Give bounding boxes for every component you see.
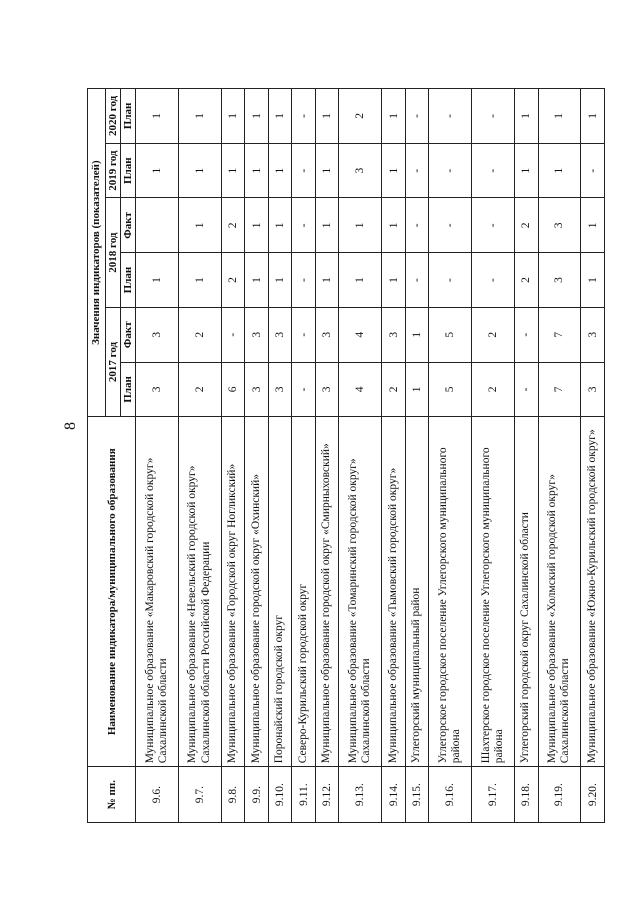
row-value: 3 xyxy=(315,307,339,362)
row-value: - xyxy=(292,362,316,417)
row-value: - xyxy=(472,89,515,144)
row-value xyxy=(136,198,179,253)
row-value: - xyxy=(514,307,538,362)
row-value: 2 xyxy=(179,362,222,417)
row-value: 1 xyxy=(315,198,339,253)
row-value: 1 xyxy=(179,253,222,308)
row-value: - xyxy=(292,307,316,362)
table-row xyxy=(538,89,581,823)
row-value: 6 xyxy=(221,362,245,417)
row-value: 1 xyxy=(268,89,292,144)
row-value: 1 xyxy=(221,89,245,144)
row-number: 9.9. xyxy=(245,767,269,823)
row-value: 1 xyxy=(136,89,179,144)
row-value: 3 xyxy=(136,307,179,362)
row-value: 2 xyxy=(472,307,515,362)
row-value: 1 xyxy=(245,89,269,144)
header-plan: План xyxy=(121,89,136,144)
row-value: 3 xyxy=(339,143,382,198)
row-value: - xyxy=(292,253,316,308)
row-value: - xyxy=(292,89,316,144)
row-number: 9.15. xyxy=(405,767,429,823)
row-value: 1 xyxy=(315,143,339,198)
row-name: Углегорский городской округ Сахалинской области xyxy=(514,417,538,767)
row-value: 1 xyxy=(538,143,581,198)
row-value: 3 xyxy=(538,198,581,253)
row-number: 9.18. xyxy=(514,767,538,823)
row-value: - xyxy=(292,198,316,253)
row-value: 3 xyxy=(245,362,269,417)
row-name: Муниципальное образование «Макаровский городской округ» Сахалинской области xyxy=(136,417,179,767)
indicators-table xyxy=(87,88,605,823)
table-row xyxy=(136,89,179,823)
row-value: 2 xyxy=(472,362,515,417)
table-row xyxy=(245,89,269,823)
row-value: 3 xyxy=(245,307,269,362)
row-value: 1 xyxy=(268,253,292,308)
row-value: - xyxy=(581,143,605,198)
row-value: 3 xyxy=(382,307,406,362)
table-row xyxy=(292,89,316,823)
row-value: 3 xyxy=(581,307,605,362)
row-value: 1 xyxy=(382,143,406,198)
row-value: 1 xyxy=(382,198,406,253)
row-value: 1 xyxy=(268,198,292,253)
row-name: Углегорский муниципальный район xyxy=(405,417,429,767)
table-row xyxy=(581,89,605,823)
row-value: 1 xyxy=(514,89,538,144)
row-number: 9.17. xyxy=(472,767,515,823)
header-plan: План xyxy=(121,362,136,417)
row-value: - xyxy=(429,89,472,144)
row-value: 5 xyxy=(429,362,472,417)
header-values-group: Значения индикаторов (показателей) xyxy=(88,89,106,417)
row-number: 9.11. xyxy=(292,767,316,823)
header-plan: План xyxy=(121,143,136,198)
row-name: Муниципальное образование «Городской округ Ногликский» xyxy=(221,417,245,767)
row-name: Муниципальное образование «Холмский городской округ» Сахалинской области xyxy=(538,417,581,767)
row-value: - xyxy=(514,362,538,417)
row-value: 2 xyxy=(179,307,222,362)
row-value: 5 xyxy=(429,307,472,362)
row-value: - xyxy=(405,198,429,253)
header-year-2018: 2018 год xyxy=(106,198,121,307)
row-value: 1 xyxy=(315,89,339,144)
row-value: 4 xyxy=(339,307,382,362)
row-value: 7 xyxy=(538,362,581,417)
row-number: 9.6. xyxy=(136,767,179,823)
row-value: 2 xyxy=(382,362,406,417)
row-value: 1 xyxy=(405,307,429,362)
table-row xyxy=(514,89,538,823)
row-number: 9.16. xyxy=(429,767,472,823)
row-value: 3 xyxy=(581,362,605,417)
row-number: 9.19. xyxy=(538,767,581,823)
row-name: Поронайский городской округ xyxy=(268,417,292,767)
row-value: - xyxy=(429,143,472,198)
row-value: - xyxy=(472,253,515,308)
row-name: Углегорское городское поселение Углегорского муниципального района xyxy=(429,417,472,767)
row-value: 2 xyxy=(221,198,245,253)
table-row xyxy=(315,89,339,823)
row-value: 7 xyxy=(538,307,581,362)
row-value: - xyxy=(472,143,515,198)
header-fact: Факт xyxy=(121,307,136,362)
row-value: 1 xyxy=(179,198,222,253)
page-number: 8 xyxy=(62,422,79,430)
row-value: 1 xyxy=(245,198,269,253)
table-row xyxy=(429,89,472,823)
row-value: 1 xyxy=(245,143,269,198)
row-value: 1 xyxy=(382,253,406,308)
row-number: 9.7. xyxy=(179,767,222,823)
row-number: 9.12. xyxy=(315,767,339,823)
row-value: - xyxy=(429,198,472,253)
table-row xyxy=(405,89,429,823)
row-value: 1 xyxy=(179,143,222,198)
table-row xyxy=(179,89,222,823)
row-value: 1 xyxy=(245,253,269,308)
header-plan: План xyxy=(121,253,136,308)
row-value: 1 xyxy=(268,143,292,198)
table-row xyxy=(339,89,382,823)
row-value: 1 xyxy=(514,143,538,198)
row-value: 3 xyxy=(268,362,292,417)
table-row xyxy=(221,89,245,823)
header-year-2017: 2017 год xyxy=(106,307,121,416)
row-number: 9.20. xyxy=(581,767,605,823)
row-value: 3 xyxy=(136,362,179,417)
row-number: 9.10. xyxy=(268,767,292,823)
row-name: Муниципальное образование городской округ «Смирныховский» xyxy=(315,417,339,767)
row-value: 3 xyxy=(315,362,339,417)
row-name: Муниципальное образование «Томаринский городской округ» Сахалинской области xyxy=(339,417,382,767)
row-value: - xyxy=(405,89,429,144)
row-name: Муниципальное образование «Тымовский городской округ» xyxy=(382,417,406,767)
row-value: 1 xyxy=(221,143,245,198)
row-value: - xyxy=(405,143,429,198)
row-value: 1 xyxy=(405,362,429,417)
row-value: 4 xyxy=(339,362,382,417)
rotated-table-container xyxy=(87,88,605,823)
header-fact: Факт xyxy=(121,198,136,253)
row-number: 9.8. xyxy=(221,767,245,823)
row-name: Северо-Курильский городской округ xyxy=(292,417,316,767)
row-value: - xyxy=(405,253,429,308)
row-name: Шахтерское городское поселение Углегорского муниципального района xyxy=(472,417,515,767)
row-value: 1 xyxy=(581,198,605,253)
row-value: 1 xyxy=(179,89,222,144)
row-value: 1 xyxy=(581,253,605,308)
row-value: 1 xyxy=(136,253,179,308)
table-row xyxy=(382,89,406,823)
row-value: - xyxy=(221,307,245,362)
row-value: 1 xyxy=(382,89,406,144)
row-value: 1 xyxy=(538,89,581,144)
row-value: 3 xyxy=(268,307,292,362)
row-value: 1 xyxy=(581,89,605,144)
row-number: 9.13. xyxy=(339,767,382,823)
row-value: - xyxy=(472,198,515,253)
row-value: 1 xyxy=(136,143,179,198)
row-value: 1 xyxy=(315,253,339,308)
row-value: - xyxy=(292,143,316,198)
table-row xyxy=(472,89,515,823)
row-name: Муниципальное образование «Южно-Курильский городской округ» xyxy=(581,417,605,767)
row-value: 1 xyxy=(339,198,382,253)
header-num: № пп. xyxy=(88,767,136,823)
row-value: 2 xyxy=(514,253,538,308)
row-value: 1 xyxy=(339,253,382,308)
table-row xyxy=(268,89,292,823)
row-number: 9.14. xyxy=(382,767,406,823)
row-value: - xyxy=(429,253,472,308)
header-year-2019: 2019 год xyxy=(106,143,121,198)
row-value: 2 xyxy=(221,253,245,308)
row-name: Муниципальное образование «Невельский городской округ» Сахалинской области Российской Федерации xyxy=(179,417,222,767)
row-value: 2 xyxy=(339,89,382,144)
row-name: Муниципальное образование городской округ «Охинский» xyxy=(245,417,269,767)
header-name: Наименование индикатора/муниципального образования xyxy=(88,417,136,767)
row-value: 2 xyxy=(514,198,538,253)
row-value: 3 xyxy=(538,253,581,308)
header-year-2020: 2020 год xyxy=(106,89,121,144)
